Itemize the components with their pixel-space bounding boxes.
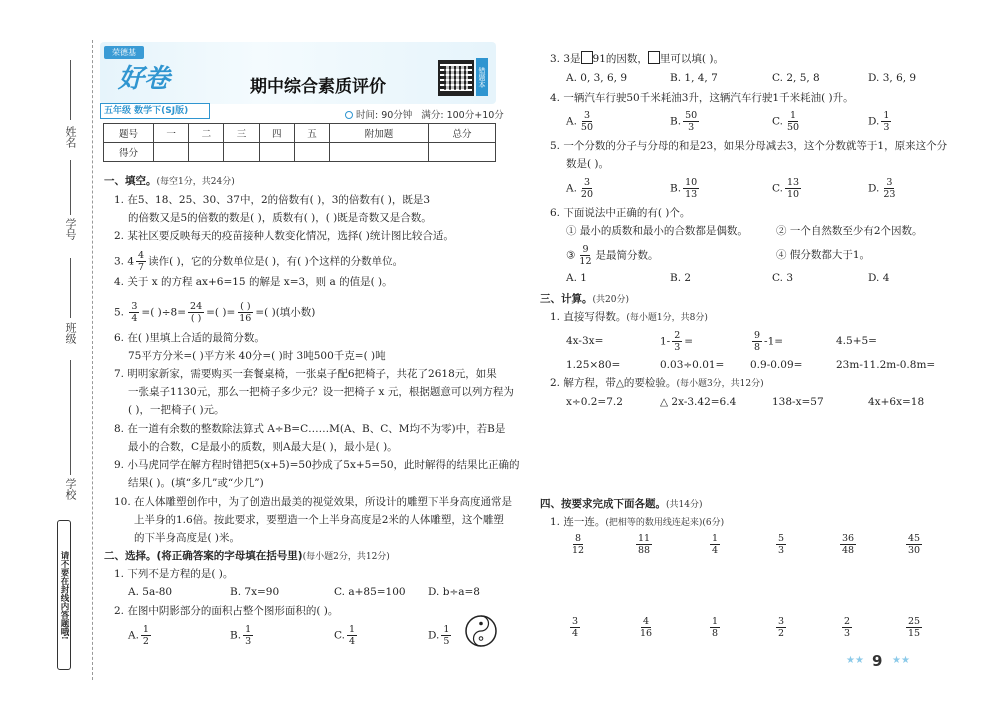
fraction — [683, 110, 699, 133]
c2-line: 2. 在图中阴影部分的面积占整个图形面积的( )。 — [114, 605, 339, 617]
calc-part: -1= — [764, 335, 784, 348]
score-row — [104, 143, 496, 162]
yin-yang-figure — [464, 614, 498, 648]
c5-option-a[interactable] — [566, 177, 597, 200]
denominator: 3 — [688, 122, 695, 133]
c3-part: 91的因数， — [592, 53, 648, 65]
c5-option-b[interactable] — [670, 177, 701, 200]
match-bottom-item[interactable] — [568, 616, 582, 639]
denominator: 5 — [443, 636, 450, 647]
numerator: 1 — [712, 533, 719, 544]
page-number: 9 — [872, 652, 883, 670]
numerator: 1 — [245, 624, 252, 635]
c3-line — [550, 51, 724, 66]
numerator: 3 — [886, 177, 893, 188]
table-cell: 四 — [259, 124, 294, 143]
denominator: 8 — [712, 628, 719, 639]
table-cell: 总分 — [428, 124, 495, 143]
denominator: 4 — [349, 636, 356, 647]
match-top-item[interactable] — [904, 533, 924, 556]
numerator: 9 — [754, 330, 761, 341]
c6-statement-4: ④ 假分数都大于1。 — [776, 249, 871, 261]
section-note: (每小题2分，共12分) — [302, 552, 390, 562]
option-label: C. — [334, 629, 345, 642]
option-label: D. — [868, 115, 880, 128]
numerator: 1 — [712, 616, 719, 627]
time-limit: 时间: 90分钟 — [356, 110, 413, 121]
denominator: 23 — [883, 189, 896, 200]
numerator: 3 — [778, 616, 785, 627]
denominator: 20 — [580, 189, 594, 200]
c1-line: 1. 下列不是方程的是( )。 — [114, 568, 234, 580]
numerator: 3 — [583, 110, 590, 121]
c6-statement-2: ② 一个自然数至少有2个因数。 — [776, 225, 923, 237]
score-cell[interactable] — [294, 143, 329, 162]
c1-option-b[interactable]: B. 7x=90 — [230, 586, 280, 598]
table-cell: 题号 — [104, 124, 154, 143]
q6-line: 6. 在( )里填上合适的最简分数。 — [114, 332, 265, 344]
section-3-heading — [540, 292, 629, 307]
table-cell: 三 — [224, 124, 259, 143]
denominator: 3 — [778, 545, 785, 556]
c3-option-b[interactable]: B. 1, 4, 7 — [670, 72, 718, 84]
match-top-item[interactable] — [634, 533, 654, 556]
numerator: 8 — [575, 533, 582, 544]
numerator: 13 — [787, 177, 800, 188]
denominator: 3 — [844, 628, 851, 639]
c1-option-c[interactable]: C. a+85=100 — [334, 586, 406, 598]
subquestion-title: 1. 连一连。 — [550, 516, 606, 528]
match-bottom-item[interactable] — [840, 616, 854, 639]
denominator: 2 — [142, 636, 149, 647]
fraction — [636, 533, 652, 556]
fraction — [683, 177, 699, 200]
numerator: 24 — [190, 301, 203, 312]
full-score: 满分: 100分+10分 — [421, 110, 504, 121]
q10-line2: 上半身的1.6倍。按此要求，要塑造一个上半身高度是2米的人体雕塑，这个雕塑 — [134, 514, 504, 526]
numerator: 45 — [908, 533, 921, 544]
class-label: 班级 — [64, 322, 77, 344]
denominator: 16 — [239, 313, 252, 324]
c6-option-a[interactable]: A. 1 — [566, 272, 587, 284]
c5-line2: 数是( )。 — [566, 158, 610, 170]
section-title: 二、选择。(将正确答案的字母填在括号里) — [104, 550, 303, 562]
numerator: 1 — [142, 624, 149, 635]
fraction — [347, 624, 357, 647]
denominator: 50 — [787, 122, 800, 133]
blank-box[interactable] — [648, 51, 660, 64]
q2-line: 2. 某社区要反映每天的疫苗接种人数变化情况，选择( )统计图比较合适。 — [114, 230, 454, 242]
q3-prefix: 3. 4 — [114, 255, 135, 268]
numerator: 5 — [778, 533, 785, 544]
fraction — [237, 301, 253, 324]
option-label: B. — [230, 629, 242, 642]
c2-option-a[interactable] — [128, 624, 153, 647]
fraction — [710, 616, 720, 639]
p1-heading — [550, 310, 708, 325]
q5-line — [114, 301, 315, 324]
table-cell: 得分 — [104, 143, 154, 162]
exam-meta — [345, 107, 504, 121]
c6-line: 6. 下面说法中正确的有( )个。 — [550, 207, 691, 219]
fraction — [441, 624, 451, 647]
score-cell[interactable] — [428, 143, 495, 162]
equation-item: △ 2x-3.42=6.4 — [660, 396, 737, 408]
section-title: 一、填空。 — [104, 175, 157, 187]
fraction — [840, 533, 856, 556]
section-note: (共20分) — [592, 295, 629, 305]
q1-line2: 的倍数又是5的倍数的数是( )，质数有( )，( )既是奇数又是合数。 — [128, 212, 432, 224]
denominator: 7 — [138, 262, 145, 273]
q7-line3: ( )，一把椅子( )元。 — [128, 404, 225, 416]
subquestion-note: (每小题1分，共8分) — [626, 313, 708, 323]
denominator: 4 — [131, 313, 138, 324]
id-label: 学号 — [64, 218, 77, 240]
calc-part: = — [684, 335, 694, 348]
denominator: 10 — [787, 189, 800, 200]
class-line — [70, 258, 71, 318]
fraction — [710, 533, 720, 556]
option-label: D. — [428, 629, 440, 642]
fraction — [188, 301, 204, 324]
numerator: 1 — [349, 624, 356, 635]
c3-option-c[interactable]: C. 2, 5, 8 — [772, 72, 820, 84]
fraction — [785, 110, 801, 133]
c6-option-c[interactable]: C. 3 — [772, 272, 794, 284]
binding-dashed-line — [92, 40, 93, 680]
c2-option-b[interactable] — [230, 624, 255, 647]
q4-line: 4. 关于 x 的方程 ax+6=15 的解是 x=3，则 a 的值是( )。 — [114, 276, 393, 288]
clock-icon — [345, 111, 353, 119]
equation-item: 4x+6x=18 — [868, 396, 925, 408]
calc-item: 1.25×80= — [566, 359, 621, 371]
denominator: 88 — [638, 545, 651, 556]
equation-item: 138-x=57 — [772, 396, 824, 408]
brand-logo: 好卷 — [118, 64, 171, 94]
q9-line1: 9. 小马虎同学在解方程时错把5(x+5)=50抄成了5x+5=50，此时解得的结果比正确的 — [114, 459, 520, 471]
match-bottom-item[interactable] — [636, 616, 656, 639]
option-label: D. — [868, 182, 880, 195]
c6-option-d[interactable]: D. 4 — [868, 272, 890, 284]
table-cell: 二 — [189, 124, 224, 143]
numerator: 1 — [443, 624, 450, 635]
star-decoration-left: ★★ — [846, 655, 864, 666]
subquestion-note: (每小题3分，共12分) — [676, 379, 764, 389]
school-line — [70, 360, 71, 475]
numerator: 1 — [883, 110, 890, 121]
publisher-logo: 荣德基 — [104, 46, 144, 59]
option-label: B. — [670, 115, 682, 128]
denominator: 3 — [883, 122, 890, 133]
name-line — [70, 60, 71, 120]
fraction — [776, 616, 786, 639]
c2-option-d[interactable] — [428, 624, 453, 647]
denominator: 50 — [580, 122, 594, 133]
numerator: 2 — [674, 330, 681, 341]
section-1-heading — [104, 174, 235, 189]
school-label: 学校 — [64, 478, 77, 500]
match-top-item[interactable] — [838, 533, 858, 556]
fraction — [141, 624, 151, 647]
q9-line2: 结果( )。(填“多几”或“少几”) — [128, 477, 264, 489]
page-title: 期中综合素质评价 — [250, 77, 386, 97]
fraction — [752, 330, 762, 353]
calc-item — [750, 330, 783, 353]
section-title: 三、计算。 — [540, 293, 593, 305]
q5-part: =( )= — [206, 306, 236, 319]
fraction — [570, 616, 580, 639]
q3-line — [114, 250, 403, 273]
fraction — [579, 177, 595, 200]
q7-line2: 一张桌子1130元，那么一把椅子多少元？设一把椅子 x 元，根据题意可以列方程为 — [128, 386, 514, 398]
fraction — [842, 616, 852, 639]
fraction — [672, 330, 682, 353]
score-header-row — [104, 124, 496, 143]
numerator: 4 — [643, 616, 650, 627]
fraction — [906, 616, 922, 639]
section-4-heading — [540, 497, 702, 512]
fraction — [243, 624, 253, 647]
calc-item: 0.03÷0.01= — [660, 359, 725, 371]
table-cell: 五 — [294, 124, 329, 143]
denominator: 3 — [245, 636, 252, 647]
q8-line2: 最小的合数，C是最小的质数，则A最大是( )，最小是( )。 — [128, 441, 398, 453]
score-cell[interactable] — [224, 143, 259, 162]
denominator: 13 — [685, 189, 698, 200]
fraction — [638, 616, 654, 639]
numerator: 36 — [842, 533, 855, 544]
denominator: 4 — [712, 545, 719, 556]
no-answer-warning: 请不要在封线内答题哦! — [57, 520, 71, 670]
calc-item: 0.9-0.09= — [750, 359, 803, 371]
table-cell: 一 — [154, 124, 189, 143]
numerator: 3 — [131, 301, 138, 312]
equation-item: x÷0.2=7.2 — [566, 396, 623, 408]
c4-option-b[interactable] — [670, 110, 701, 133]
grade-tag: 五年级 数学下(SJ版) — [100, 103, 210, 119]
star-decoration-right: ★★ — [892, 655, 910, 666]
c5-option-c[interactable] — [772, 177, 803, 200]
q5-part: =( )(填小数) — [255, 306, 316, 319]
option-label: A. — [566, 182, 577, 195]
section-title: 四、按要求完成下面各题。 — [540, 498, 666, 510]
c3-option-d[interactable]: D. 3, 6, 9 — [868, 72, 917, 84]
denominator: ( ) — [190, 313, 202, 324]
m1-heading — [550, 515, 724, 530]
match-bottom-item[interactable] — [904, 616, 924, 639]
option-label: B. — [670, 182, 682, 195]
fraction — [579, 110, 595, 133]
score-cell[interactable] — [259, 143, 294, 162]
subquestion-title: 2. 解方程，带△的要检验。 — [550, 377, 677, 389]
denominator: 2 — [778, 628, 785, 639]
denominator: 16 — [640, 628, 653, 639]
match-top-item[interactable] — [708, 533, 722, 556]
q8-line1: 8. 在一道有余数的整数除法算式 A÷B=C……M(A、B、C、M均不为零)中，若B是 — [114, 423, 506, 435]
denominator: 4 — [572, 628, 579, 639]
match-top-item[interactable] — [568, 533, 588, 556]
c4-option-a[interactable] — [566, 110, 597, 133]
denominator: 30 — [908, 545, 921, 556]
denominator: 12 — [572, 545, 585, 556]
score-cell[interactable] — [154, 143, 189, 162]
numerator: 1 — [790, 110, 797, 121]
blank-box[interactable] — [581, 51, 593, 64]
fraction — [906, 533, 922, 556]
id-line — [70, 160, 71, 215]
calc-item: 4x-3x= — [566, 335, 604, 347]
option-label: C. — [772, 182, 783, 195]
fraction — [776, 533, 786, 556]
q3-text: 读作( )，它的分数单位是( )，有( )个这样的分数单位。 — [148, 255, 404, 268]
q7-line1: 7. 明明家新家，需要购买一套餐桌椅，一张桌子配6把椅子，共花了2618元，如果 — [114, 368, 497, 380]
fraction — [577, 244, 593, 267]
c3-option-a[interactable]: A. 0, 3, 6, 9 — [566, 72, 628, 84]
numerator: 9 — [582, 244, 589, 255]
c2-option-c[interactable] — [334, 624, 359, 647]
fraction — [129, 301, 139, 324]
match-top-item[interactable] — [774, 533, 788, 556]
score-table — [103, 123, 496, 162]
subquestion-title: 1. 直接写得数。 — [550, 311, 627, 323]
score-cell[interactable] — [330, 143, 429, 162]
q10-line1: 10. 在人体雕塑创作中，为了创造出最美的视觉效果，所设计的雕塑下半身高度通常是 — [114, 496, 513, 508]
c4-option-c[interactable] — [772, 110, 803, 133]
c1-option-d[interactable]: D. b÷a=8 — [428, 586, 480, 598]
calc-part: 1- — [660, 335, 671, 348]
fraction — [881, 177, 897, 200]
c6-statement-3 — [566, 244, 659, 267]
section-note: (每空1分，共24分) — [156, 177, 235, 187]
calc-item: 4.5+5= — [836, 335, 877, 347]
numerator: ( ) — [240, 301, 251, 312]
option-label: A. — [566, 115, 577, 128]
c3-part: 3. 3是 — [550, 53, 581, 65]
statement-text: 是最简分数。 — [595, 249, 659, 262]
match-bottom-item[interactable] — [774, 616, 788, 639]
denominator: 8 — [754, 342, 761, 353]
fraction — [881, 110, 891, 133]
c4-line: 4. 一辆汽车行驶50千米耗油3升，这辆汽车行驶1千米耗油( )升。 — [550, 92, 854, 104]
q6-conversions: 75平方分米=( )平方米 40分=( )时 3吨500千克=( )吨 — [128, 350, 386, 362]
q5-part: =( )÷8= — [141, 306, 187, 319]
c6-statement-1: ① 最小的质数和最小的合数都是偶数。 — [566, 225, 748, 237]
denominator: 12 — [579, 256, 592, 267]
numerator: 50 — [685, 110, 698, 121]
option-label: A. — [128, 629, 139, 642]
calc-item — [660, 330, 693, 353]
option-label: C. — [772, 115, 783, 128]
denominator: 48 — [842, 545, 855, 556]
statement-marker: ③ — [566, 249, 576, 262]
calc-item: 23m-11.2m-0.8m= — [836, 359, 936, 371]
numerator: 3 — [583, 177, 590, 188]
table-cell: 附加题 — [330, 124, 429, 143]
c6-option-b[interactable]: B. 2 — [670, 272, 692, 284]
numerator: 2 — [844, 616, 851, 627]
numerator: 10 — [685, 177, 698, 188]
c3-part: 里可以填( )。 — [659, 53, 724, 65]
fraction — [136, 250, 146, 273]
q5-prefix: 5. — [114, 306, 125, 319]
mistake-book-tag: 错题本 — [476, 58, 488, 96]
fraction — [570, 533, 586, 556]
section-2-heading — [104, 549, 390, 564]
score-cell[interactable] — [189, 143, 224, 162]
q10-line3: 的下半身高度是( )米。 — [134, 532, 241, 544]
numerator: 3 — [572, 616, 579, 627]
section-note: (共14分) — [666, 500, 703, 510]
numerator: 25 — [908, 616, 921, 627]
numerator: 11 — [638, 533, 651, 544]
q1-line1: 1. 在5、18、25、30、37中，2的倍数有( )，3的倍数有( )，既是3 — [114, 194, 431, 206]
name-label: 姓名 — [64, 126, 77, 148]
denominator: 15 — [908, 628, 921, 639]
c4-option-d[interactable] — [868, 110, 893, 133]
denominator: 3 — [674, 342, 681, 353]
subquestion-note: (把相等的数用线连起来)(6分) — [605, 518, 725, 528]
match-bottom-item[interactable] — [708, 616, 722, 639]
numerator: 4 — [138, 250, 145, 261]
fraction — [785, 177, 801, 200]
c5-line1: 5. 一个分数的分子与分母的和是23，如果分母减去3，这个分数就等于1，原来这个分 — [550, 140, 948, 152]
c5-option-d[interactable] — [868, 177, 899, 200]
p2-heading — [550, 376, 764, 391]
qr-code-icon[interactable] — [438, 60, 474, 96]
c1-option-a[interactable]: A. 5a-80 — [128, 586, 173, 598]
